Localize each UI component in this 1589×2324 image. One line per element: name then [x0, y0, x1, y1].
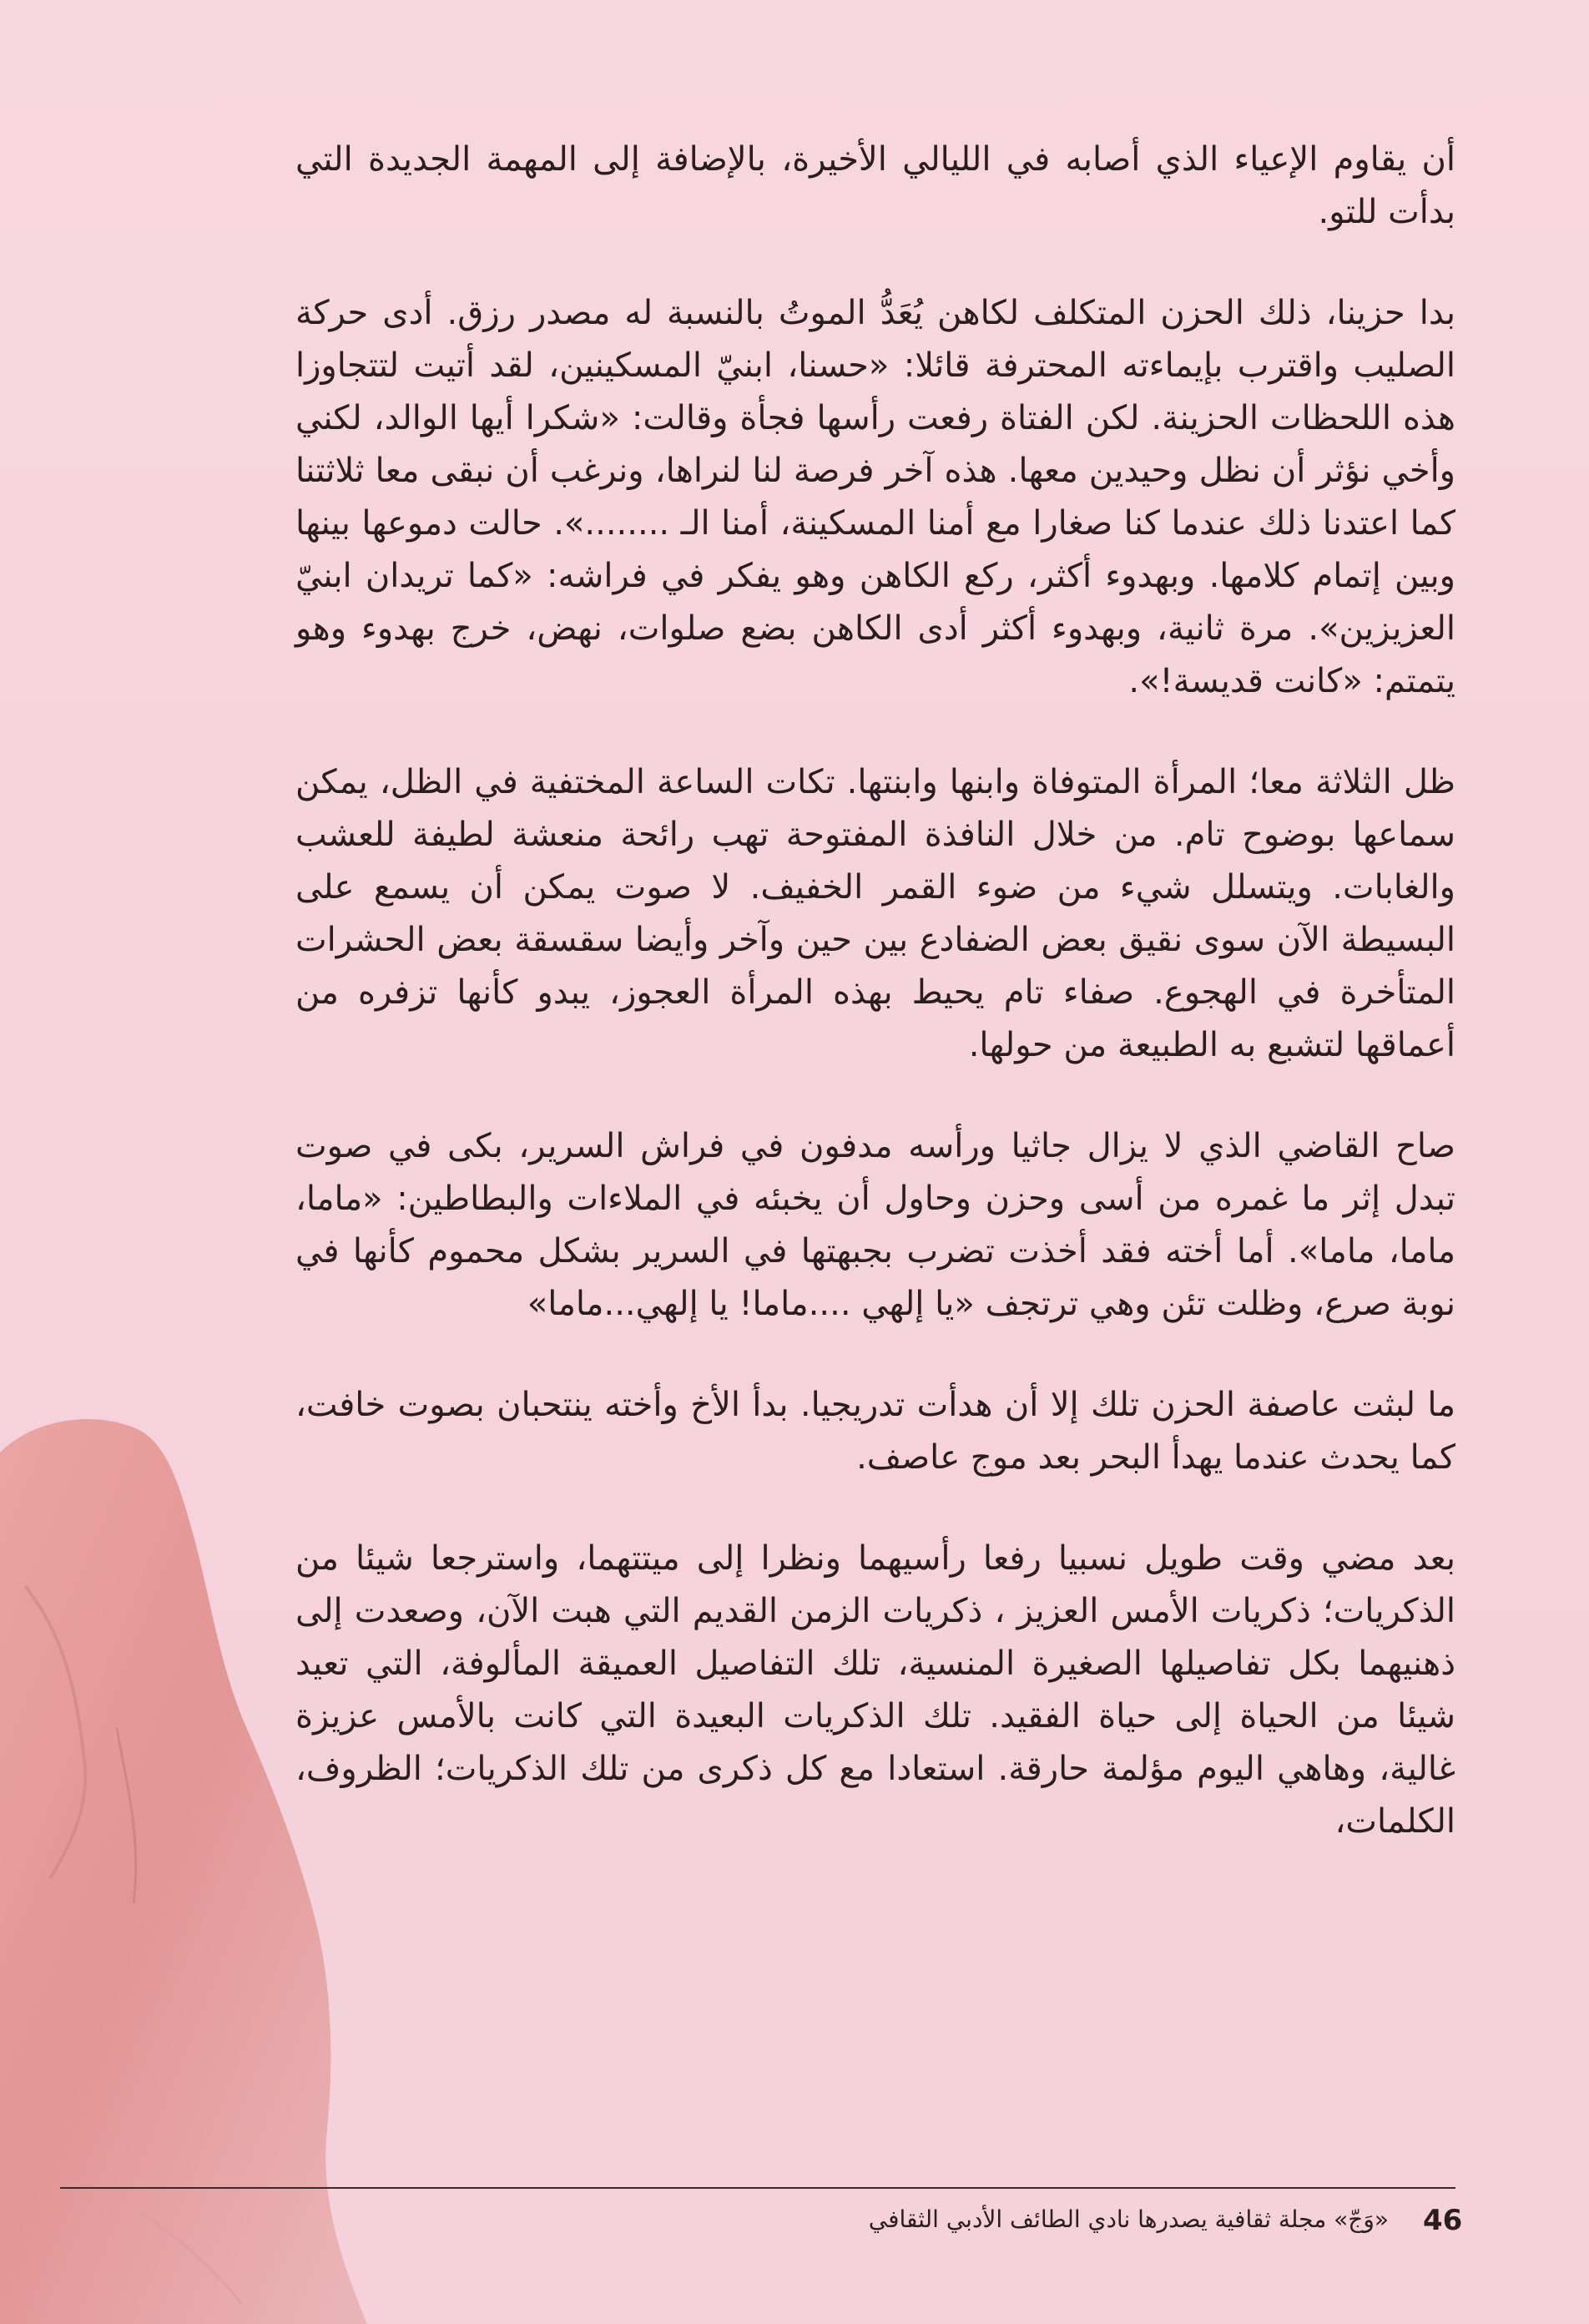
article-paragraph-1: أن يقاوم الإعياء الذي أصابه في الليالي الأخيرة، بالإضافة إلى المهمة الجديدة التي بدأت للتو.	[295, 140, 1455, 231]
article-paragraph-4: صاح القاضي الذي لا يزال جاثيا ورأسه مدفون في فراش السرير، بكى في صوت تبدل إثر ما غمره من أسى وحزن وحاول أن يخبئه في الملاءات والبطاطين: «ماما، ماما، ماما». أما أخته فقد أخذت تضرب بجبهتها في السرير بشكل محموم كأنها في نوبة صرع، وظلت تئن وهي ترتجف «يا إلهي ....ماما! يا إلهي...ماما»	[295, 1127, 1455, 1323]
article-paragraph-6: بعد مضي وقت طويل نسبيا رفعا رأسيهما ونظرا إلى ميتتهما، واسترجعا شيئا من الذكريات؛ ذكريات الأمس العزيز ، ذكريات الزمن القديم التي هبت الآن، وصعدت إلى ذهنيهما بكل تفاصيلها الصغيرة المنسية، تلك التفاصيل العميقة المألوفة، التي تعيد شيئا من الحياة إلى حياة الفقيد. تلك الذكريات البعيدة التي كانت بالأمس عزيزة غالية، وهاهي اليوم مؤلمة حارقة. استعادا مع كل ذكرى من تلك الذكريات؛ الظروف، الكلمات،	[295, 1539, 1455, 1841]
footer-divider	[60, 2187, 1455, 2189]
page-number: 46	[1423, 2204, 1463, 2237]
article-body	[295, 134, 1455, 1897]
running-title: «وَجّ» مجلة ثقافية يصدرها نادي الطائف الأدبي الثقافي	[868, 2205, 1389, 2233]
article-paragraph-3: ظل الثلاثة معا؛ المرأة المتوفاة وابنها وابنتها. تكات الساعة المختفية في الظل، يمكن سماعها بوضوح تام. من خلال النافذة المفتوحة تهب رائحة منعشة لطيفة للعشب والغابات. ويتسلل شيء من ضوء القمر الخفيف. لا صوت يمكن أن يسمع على البسيطة الآن سوى نقيق بعض الضفادع بين حين وآخر وأيضا سقسقة بعض الحشرات المتأخرة في الهجوع. صفاء تام يحيط بهذه المرأة العجوز، يبدو كأنها تزفره من أعماقها لتشبع به الطبيعة من حولها.	[295, 763, 1455, 1064]
article-paragraph-5: ما لبثت عاصفة الحزن تلك إلا أن هدأت تدريجيا. بدأ الأخ وأخته ينتحبان بصوت خافت، كما يحدث عندما يهدأ البحر بعد موج عاصف.	[295, 1386, 1455, 1477]
article-paragraph-2: بدا حزينا، ذلك الحزن المتكلف لكاهن يُعَدُّ الموتُ بالنسبة له مصدر رزق. أدى حركة الصليب واقترب بإيماءته المحترفة قائلا: «حسنا، ابنيّ المسكينين، لقد أتيت لتتجاوزا هذه اللحظات الحزينة. لكن الفتاة رفعت رأسها فجأة وقالت: «شكرا أيها الوالد، لكني وأخي نؤثر أن نظل وحيدين معها. هذه آخر فرصة لنا لنراها، ونرغب أن نبقى معا ثلاثتنا كما اعتدنا ذلك عندما كنا صغارا مع أمنا المسكينة، أمنا الـ ........». حالت دموعها بينها وبين إتمام كلامها. وبهدوء أكثر، ركع الكاهن وهو يفكر في فراشه: «كما تريدان ابنيّ العزيزين». مرة ثانية، وبهدوء أكثر أدى الكاهن بضع صلوات، نهض، خرج بهدوء وهو يتمتم: «كانت قديسة!».	[295, 294, 1455, 700]
